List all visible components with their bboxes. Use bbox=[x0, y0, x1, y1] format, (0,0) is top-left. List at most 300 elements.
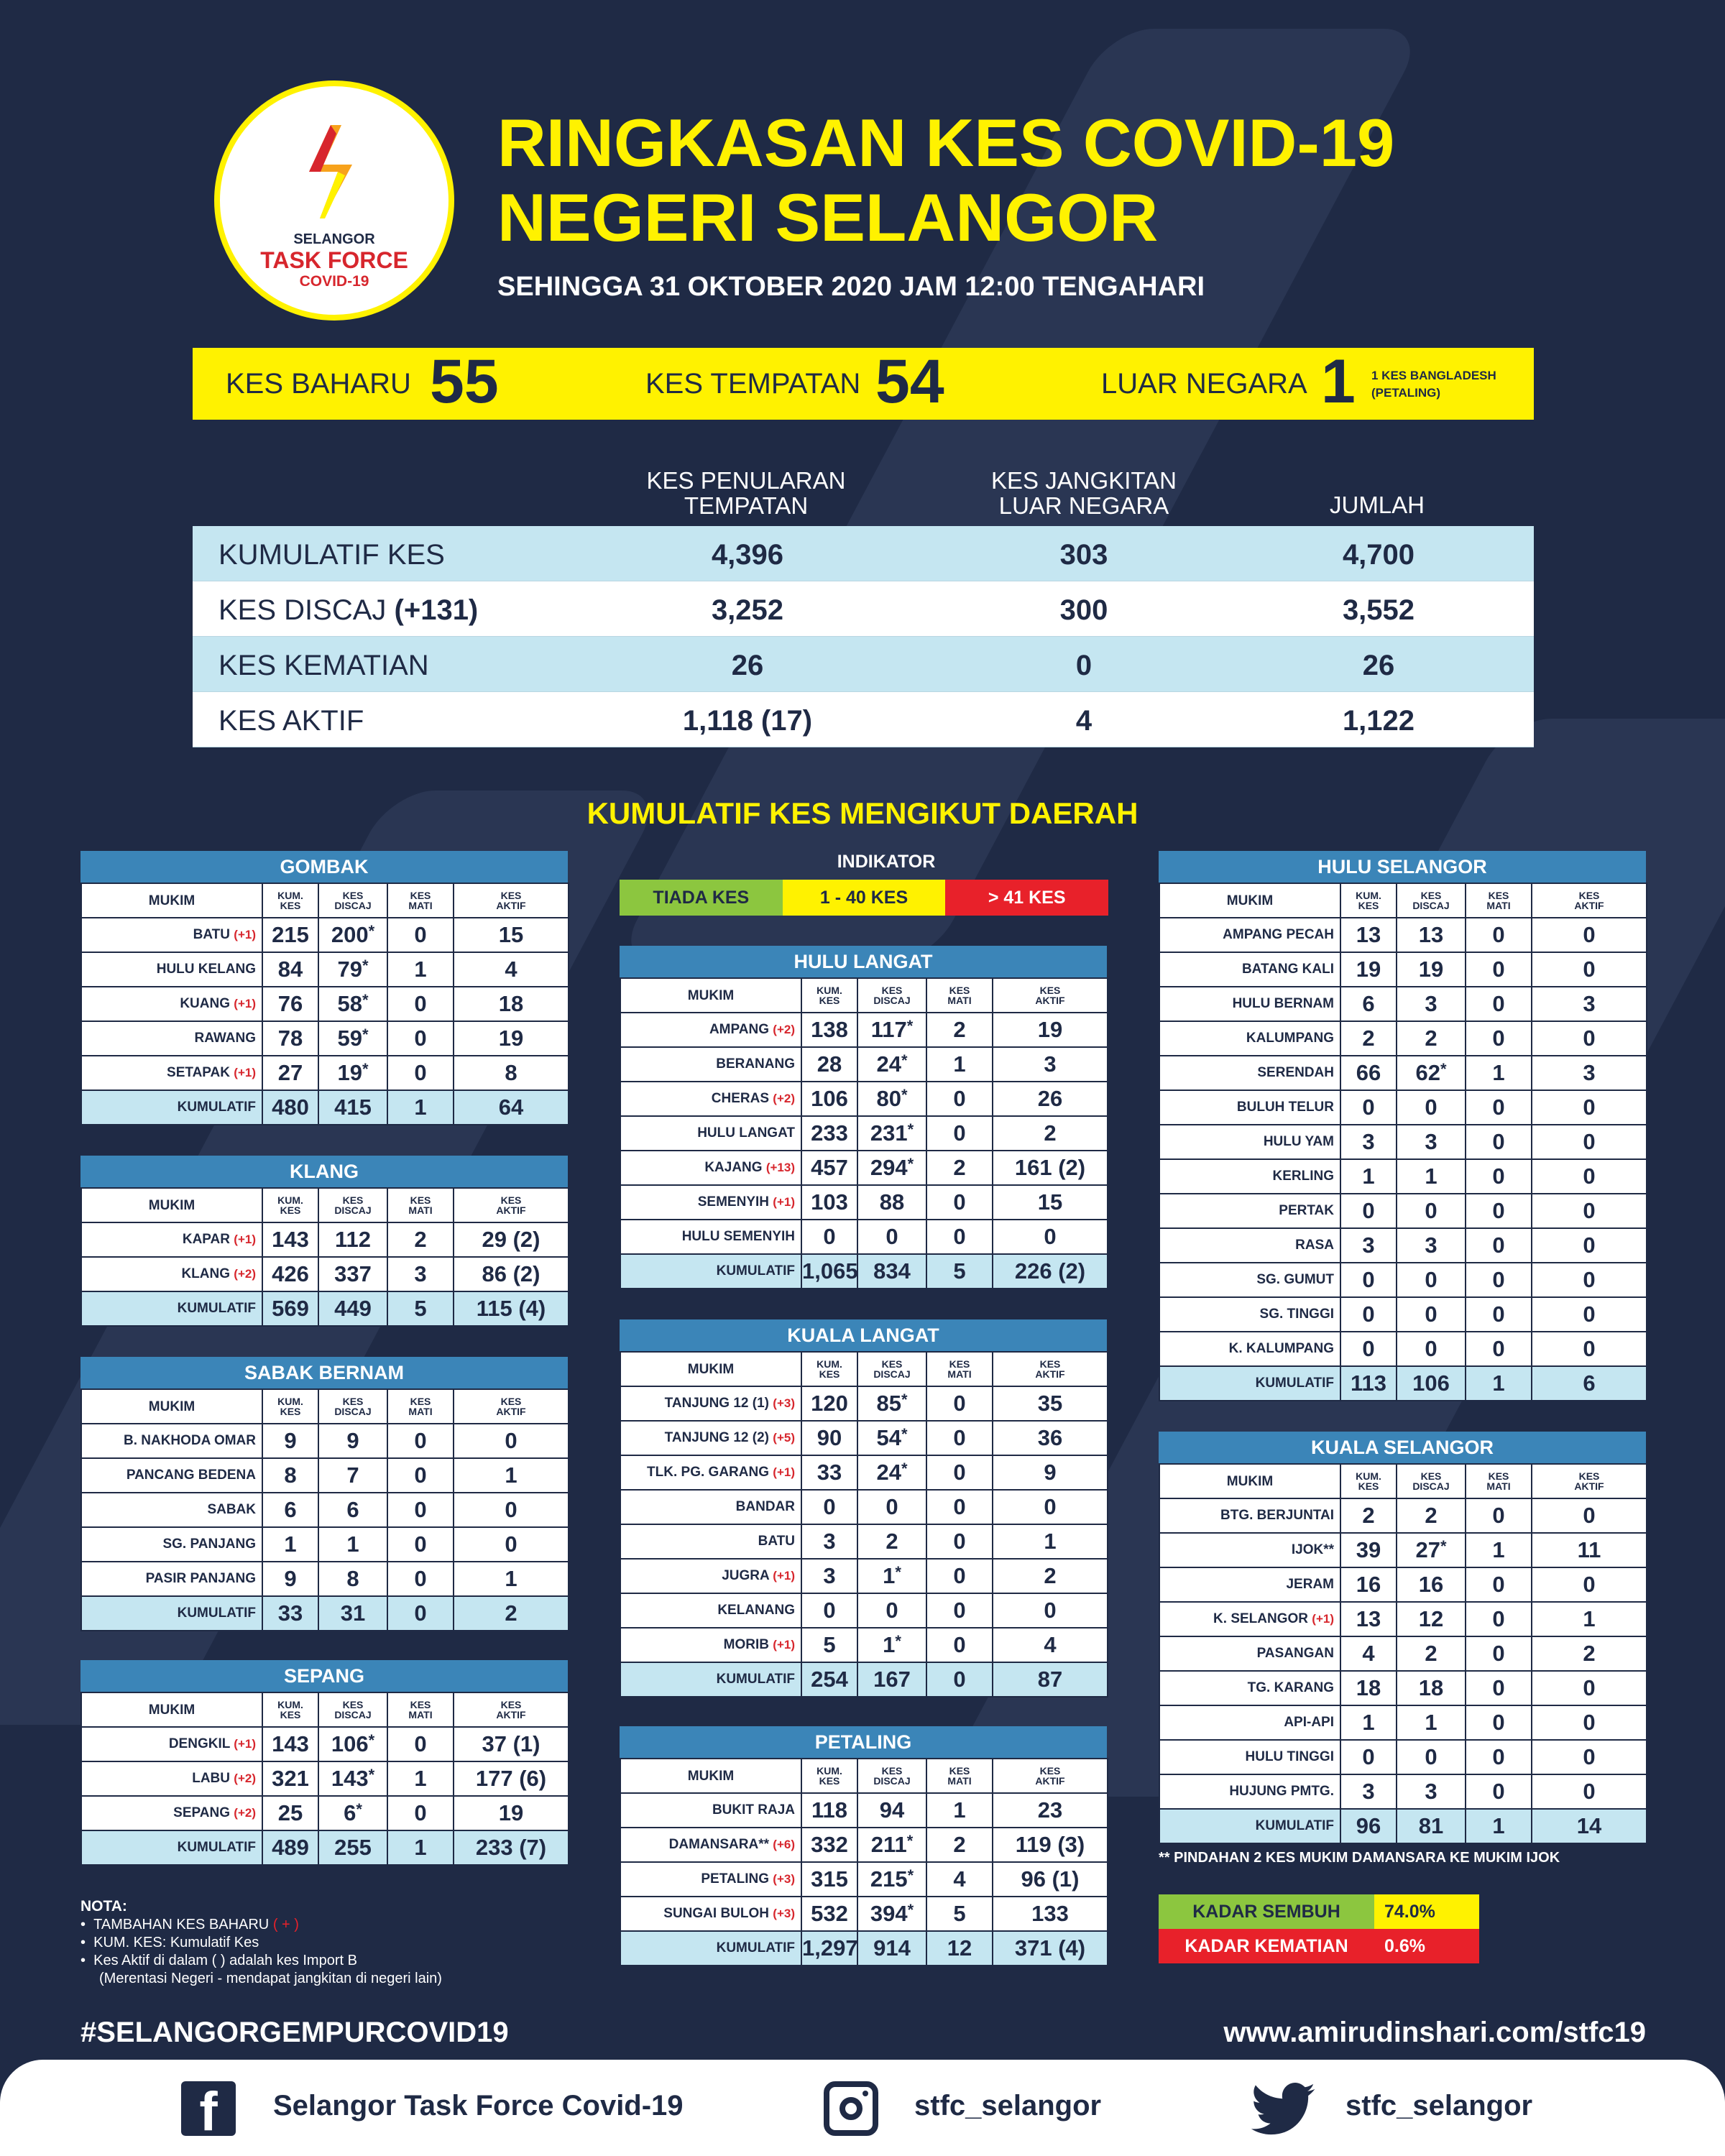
cell-value: 1 bbox=[414, 957, 427, 982]
cell-dis bbox=[318, 1056, 387, 1090]
cell-value: 0 bbox=[953, 1224, 966, 1249]
cell-kum bbox=[801, 1185, 857, 1220]
cell-mati bbox=[387, 1424, 454, 1458]
column-header-line: KES bbox=[949, 1765, 970, 1777]
table-row bbox=[1159, 1602, 1647, 1636]
cell-value: 19 bbox=[498, 1026, 524, 1051]
cell-dis bbox=[857, 1559, 926, 1593]
cell-kum bbox=[1340, 1194, 1397, 1228]
mukim-name bbox=[620, 1082, 801, 1116]
cell-dis bbox=[1397, 1533, 1466, 1567]
mukim-name bbox=[620, 1559, 801, 1593]
cell-kum bbox=[1340, 1740, 1397, 1774]
table-row bbox=[81, 1021, 569, 1056]
cell-dis bbox=[857, 1421, 926, 1455]
cell-akt bbox=[454, 987, 569, 1021]
table-row bbox=[620, 1793, 1108, 1828]
mukim-label: KELANANG bbox=[717, 1603, 795, 1618]
cell-akt bbox=[1532, 1194, 1647, 1228]
cell-value: 27 bbox=[277, 1060, 303, 1085]
cell-value: 337 bbox=[334, 1261, 372, 1286]
cell-kum bbox=[1340, 1774, 1397, 1809]
twitter-handle[interactable]: stfc_selangor bbox=[1346, 2090, 1533, 2122]
cell-value: 0 bbox=[1492, 1710, 1505, 1735]
cell-value: 569 bbox=[272, 1296, 309, 1321]
cell-dis bbox=[318, 1222, 387, 1257]
table-row bbox=[81, 1222, 569, 1257]
district-table-sepang bbox=[80, 1660, 568, 1866]
cell-value: 120 bbox=[811, 1391, 848, 1416]
summary-header-jumlah: JUMLAH bbox=[1329, 492, 1425, 518]
asterisk-mark: * bbox=[895, 1563, 901, 1581]
cell-dis bbox=[1397, 1671, 1466, 1705]
mukim-label: TLK. PG. GARANG bbox=[647, 1465, 769, 1480]
mukim-label: BUKIT RAJA bbox=[712, 1802, 795, 1818]
mukim-label: HULU TINGGI bbox=[1245, 1749, 1334, 1764]
cell-value: 85 bbox=[876, 1391, 901, 1416]
column-header-line: AKTIF bbox=[1574, 1480, 1604, 1492]
cell-value: 58 bbox=[337, 991, 362, 1016]
column-header-line: DISCAJ bbox=[873, 1368, 911, 1380]
column-header-line: KES bbox=[500, 1699, 522, 1710]
cell-akt bbox=[1532, 1636, 1647, 1671]
cell-kum bbox=[801, 1220, 857, 1254]
cell-mati bbox=[1466, 1740, 1532, 1774]
cell-value: 0 bbox=[414, 922, 427, 947]
cell-value: 0 bbox=[1044, 1224, 1057, 1249]
mukim-name bbox=[1159, 987, 1340, 1021]
summary-header-tempatan bbox=[602, 469, 890, 518]
summary-value: 26 bbox=[731, 650, 764, 681]
cell-akt bbox=[1532, 1498, 1647, 1533]
mukim-label: API-API bbox=[1284, 1715, 1334, 1730]
cell-mati bbox=[387, 918, 454, 952]
cell-value: 0 bbox=[1492, 1744, 1505, 1769]
luar-negara-label: LUAR NEGARA bbox=[1101, 368, 1307, 400]
cell-value: 0 bbox=[505, 1531, 518, 1557]
table-row bbox=[620, 1151, 1108, 1185]
column-header-line: DISCAJ bbox=[334, 1406, 372, 1417]
cell-value: 26 bbox=[1037, 1086, 1063, 1111]
cell-akt bbox=[993, 1862, 1108, 1897]
table-row bbox=[81, 1527, 569, 1562]
cell-value: 1 bbox=[1492, 1813, 1505, 1838]
mukim-name bbox=[1159, 1297, 1340, 1332]
cell-dis bbox=[857, 1455, 926, 1490]
table-row bbox=[620, 1047, 1108, 1082]
column-header-line: KUM. bbox=[277, 890, 303, 901]
cell-value: 1 bbox=[953, 1051, 966, 1077]
instagram-handle[interactable]: stfc_selangor bbox=[914, 2090, 1102, 2122]
cell-value: 1 bbox=[953, 1797, 966, 1823]
cell-kum bbox=[801, 1082, 857, 1116]
website-link[interactable]: www.amirudinshari.com/stfc19 bbox=[1223, 2017, 1646, 2048]
cell-dis bbox=[1397, 1159, 1466, 1194]
column-header-line: KES bbox=[1039, 1765, 1061, 1777]
cell-akt bbox=[993, 1524, 1108, 1559]
asterisk-mark: * bbox=[906, 1832, 914, 1850]
cell-mati bbox=[926, 1593, 993, 1628]
cell-value: 0 bbox=[1583, 1198, 1596, 1223]
cell-dis bbox=[857, 1628, 926, 1662]
column-header bbox=[801, 978, 857, 1013]
cell-kum bbox=[262, 1056, 318, 1090]
cell-value: 2 bbox=[1425, 1641, 1438, 1666]
increment-badge: (+2) bbox=[234, 1806, 256, 1820]
increment-badge: (+1) bbox=[773, 1569, 795, 1583]
cell-mati bbox=[926, 1897, 993, 1931]
mukim-label: SG. GUMUT bbox=[1256, 1272, 1334, 1287]
cell-value: 489 bbox=[272, 1835, 309, 1860]
table-row bbox=[620, 1220, 1108, 1254]
cell-akt bbox=[1532, 1090, 1647, 1125]
note-line-1-red: ( + ) bbox=[272, 1917, 299, 1933]
cell-value: 90 bbox=[816, 1425, 842, 1450]
table-row bbox=[81, 1458, 569, 1493]
cell-value: 2 bbox=[953, 1017, 966, 1042]
asterisk-mark: * bbox=[368, 922, 375, 940]
increment-badge: (+2) bbox=[234, 1772, 256, 1785]
increment-badge: (+3) bbox=[773, 1872, 795, 1886]
column-header-line: MATI bbox=[408, 1406, 433, 1417]
column-header-line: KUM. bbox=[277, 1699, 303, 1710]
cell-akt bbox=[454, 1727, 569, 1761]
column-header-line: KES bbox=[1578, 890, 1600, 901]
cell-mati bbox=[387, 1493, 454, 1527]
mukim-name bbox=[81, 987, 262, 1021]
cell-value: 0 bbox=[953, 1667, 966, 1692]
cell-akt bbox=[454, 1257, 569, 1291]
cell-dis bbox=[318, 987, 387, 1021]
column-header-line: KES bbox=[949, 985, 970, 996]
cell-kum bbox=[262, 1222, 318, 1257]
mukim-label: BATANG KALI bbox=[1241, 962, 1334, 977]
cell-value: 16 bbox=[1356, 1572, 1381, 1597]
mukim-label: PANCANG BEDENA bbox=[126, 1468, 256, 1483]
column-header-line: KES bbox=[1578, 1470, 1600, 1482]
column-header-line: MATI bbox=[408, 1709, 433, 1720]
district-title: HULU LANGAT bbox=[620, 946, 1107, 977]
cell-value: 914 bbox=[873, 1935, 911, 1961]
cell-value: 1,297 bbox=[802, 1935, 858, 1961]
cell-kum bbox=[262, 1796, 318, 1830]
mukim-label: HULU SEMENYIH bbox=[681, 1229, 795, 1244]
cell-mati bbox=[387, 1056, 454, 1090]
cell-akt bbox=[454, 1596, 569, 1631]
cell-mati bbox=[926, 1828, 993, 1862]
cell-value: 3 bbox=[1583, 991, 1596, 1016]
cell-kum bbox=[801, 1593, 857, 1628]
cell-value: 106 bbox=[811, 1086, 848, 1111]
cell-value: 332 bbox=[811, 1832, 848, 1857]
instagram-icon[interactable] bbox=[824, 2081, 878, 2136]
cell-kum bbox=[801, 1524, 857, 1559]
cell-value: 19 bbox=[1418, 957, 1444, 982]
mukim-label: KALUMPANG bbox=[1246, 1031, 1334, 1046]
column-header bbox=[387, 1389, 454, 1424]
cell-value: 86 (2) bbox=[482, 1261, 540, 1286]
twitter-icon[interactable] bbox=[1251, 2083, 1315, 2136]
mukim-name bbox=[1159, 1090, 1340, 1125]
cell-value: 0 bbox=[1583, 1026, 1596, 1051]
cell-value: 315 bbox=[811, 1866, 848, 1892]
summary-value: 4,700 bbox=[1342, 539, 1415, 571]
cell-mati bbox=[1466, 952, 1532, 987]
cell-value: 18 bbox=[498, 991, 524, 1016]
cell-kum bbox=[801, 1151, 857, 1185]
mukim-label: BATU bbox=[193, 927, 230, 942]
mukim-label: HULU LANGAT bbox=[697, 1125, 795, 1141]
cell-value: 133 bbox=[1031, 1901, 1069, 1926]
cell-value: 5 bbox=[953, 1258, 966, 1284]
summary-value: 26 bbox=[1362, 650, 1395, 681]
cell-value: 2 bbox=[886, 1529, 898, 1554]
column-header-line: KES bbox=[819, 1368, 840, 1380]
table-row bbox=[81, 1562, 569, 1596]
cell-akt bbox=[454, 1458, 569, 1493]
cell-mati bbox=[387, 1562, 454, 1596]
note-line-3-text: Kes Aktif di dalam ( ) adalah kes Import B bbox=[93, 1953, 357, 1969]
cell-value: 0 bbox=[1492, 1164, 1505, 1189]
column-header-line: KES bbox=[280, 1406, 301, 1417]
district-table-kualaselangor bbox=[1159, 1432, 1646, 1844]
table-row bbox=[1159, 1740, 1647, 1774]
cell-dis bbox=[318, 1021, 387, 1056]
facebook-icon[interactable]: f bbox=[181, 2081, 236, 2136]
table-row bbox=[81, 987, 569, 1021]
cell-value: 78 bbox=[277, 1026, 303, 1051]
summary-row-label: KUMULATIF KES bbox=[218, 539, 445, 571]
cell-dis bbox=[857, 1082, 926, 1116]
page-title-line2: NEGERI SELANGOR bbox=[497, 180, 1159, 255]
cell-mati bbox=[1466, 1671, 1532, 1705]
cell-akt bbox=[1532, 1366, 1647, 1401]
cell-value: 2 bbox=[505, 1600, 518, 1626]
asterisk-mark: * bbox=[907, 1155, 914, 1173]
mukim-label: LABU bbox=[192, 1771, 230, 1786]
cell-value: 0 bbox=[1044, 1494, 1057, 1519]
cell-akt bbox=[454, 1761, 569, 1796]
district-table-petaling bbox=[620, 1726, 1107, 1966]
mukim-label: AMPANG bbox=[709, 1022, 769, 1037]
column-header bbox=[1466, 1464, 1532, 1498]
cell-kum bbox=[1340, 1125, 1397, 1159]
cell-akt bbox=[993, 1151, 1108, 1185]
mukim-name bbox=[81, 918, 262, 952]
column-header-line: DISCAJ bbox=[873, 1775, 911, 1787]
mukim-label: BERANANG bbox=[716, 1056, 795, 1072]
district-title: GOMBAK bbox=[80, 851, 568, 883]
cell-value: 0 bbox=[414, 1462, 427, 1488]
cell-akt bbox=[1532, 1602, 1647, 1636]
total-row bbox=[1159, 1366, 1647, 1401]
column-header-line: KES bbox=[280, 1709, 301, 1720]
increment-badge: (+1) bbox=[234, 1233, 256, 1246]
cell-value: 16 bbox=[1418, 1572, 1444, 1597]
table-row bbox=[81, 1727, 569, 1761]
column-header-line: KES bbox=[280, 1204, 301, 1216]
cell-value: 13 bbox=[1356, 1606, 1381, 1631]
table-row bbox=[1159, 987, 1647, 1021]
cell-value: 3 bbox=[823, 1529, 836, 1554]
cell-mati bbox=[387, 1830, 454, 1865]
cell-dis bbox=[318, 1257, 387, 1291]
column-header bbox=[1532, 1464, 1647, 1498]
rate-box bbox=[1159, 1894, 1479, 1963]
cell-value: 0 bbox=[1492, 957, 1505, 982]
column-header bbox=[1397, 1464, 1466, 1498]
mukim-name bbox=[1159, 952, 1340, 987]
cell-dis bbox=[318, 1796, 387, 1830]
cell-value: 2 bbox=[1044, 1120, 1057, 1146]
cell-kum bbox=[801, 1116, 857, 1151]
increment-badge: (+1) bbox=[234, 928, 256, 941]
cell-value: 0 bbox=[1492, 1302, 1505, 1327]
table-row bbox=[620, 1593, 1108, 1628]
increment-badge: (+1) bbox=[234, 997, 256, 1010]
cell-akt bbox=[454, 1056, 569, 1090]
mukim-name bbox=[620, 1386, 801, 1421]
column-header-line: AKTIF bbox=[496, 1709, 526, 1720]
cell-mati bbox=[926, 1220, 993, 1254]
cell-dis bbox=[857, 1828, 926, 1862]
cell-value: 0 bbox=[953, 1460, 966, 1485]
cell-value: 0 bbox=[823, 1598, 836, 1623]
cell-mati bbox=[926, 1490, 993, 1524]
column-header bbox=[387, 883, 454, 918]
summary-value: 3,252 bbox=[711, 594, 784, 626]
column-header bbox=[1466, 883, 1532, 918]
summary-header-tempatan-l1: KES PENULARAN bbox=[646, 467, 846, 494]
cell-value: 35 bbox=[1037, 1391, 1063, 1416]
cell-mati bbox=[1466, 1774, 1532, 1809]
cell-value: 0 bbox=[886, 1224, 898, 1249]
cell-dis bbox=[318, 1527, 387, 1562]
kes-tempatan-label: KES TEMPATAN bbox=[645, 368, 861, 400]
note-line-4: (Merentasi Negeri - mendapat jangkitan di negeri lain) bbox=[99, 1971, 442, 1987]
luar-negara-value: 1 bbox=[1321, 347, 1356, 416]
total-row bbox=[81, 1291, 569, 1326]
cell-akt bbox=[1532, 1705, 1647, 1740]
cell-value: 19 bbox=[1037, 1017, 1063, 1042]
column-header bbox=[387, 1188, 454, 1222]
column-header-line: KES bbox=[342, 890, 364, 901]
mukim-name bbox=[620, 1185, 801, 1220]
column-header bbox=[926, 978, 993, 1013]
mukim-label: IJOK** bbox=[1291, 1542, 1334, 1557]
cell-value: 0 bbox=[1492, 1233, 1505, 1258]
cell-mati bbox=[1466, 987, 1532, 1021]
cell-akt bbox=[454, 1222, 569, 1257]
mukim-label: SABAK bbox=[207, 1502, 256, 1517]
mukim-name bbox=[620, 1421, 801, 1455]
mukim-label: AMPANG PECAH bbox=[1223, 927, 1334, 942]
column-header-line: KES bbox=[342, 1194, 364, 1206]
cell-akt bbox=[454, 1830, 569, 1865]
column-header-line: AKTIF bbox=[1035, 1368, 1065, 1380]
table-row bbox=[1159, 1533, 1647, 1567]
cell-kum bbox=[1340, 918, 1397, 952]
cell-kum bbox=[262, 1493, 318, 1527]
cell-dis bbox=[318, 1458, 387, 1493]
column-header-line: KES bbox=[1420, 890, 1442, 901]
cell-value: 138 bbox=[811, 1017, 848, 1042]
cell-mati bbox=[926, 1421, 993, 1455]
cell-value: 0 bbox=[953, 1494, 966, 1519]
mukim-name bbox=[81, 1458, 262, 1493]
cell-value: 0 bbox=[953, 1189, 966, 1215]
cell-dis bbox=[1397, 1332, 1466, 1366]
asterisk-mark: * bbox=[362, 1060, 369, 1078]
cell-mati bbox=[387, 1796, 454, 1830]
asterisk-mark: * bbox=[362, 1026, 369, 1044]
asterisk-mark: * bbox=[1440, 1537, 1447, 1555]
facebook-handle[interactable]: Selangor Task Force Covid-19 bbox=[273, 2090, 684, 2122]
cell-value: 426 bbox=[272, 1261, 309, 1286]
table-row bbox=[81, 952, 569, 987]
column-header-line: KES bbox=[1420, 1470, 1442, 1482]
cell-value: 33 bbox=[816, 1460, 842, 1485]
cell-akt bbox=[993, 1559, 1108, 1593]
cell-akt bbox=[454, 1796, 569, 1830]
cell-value: 161 (2) bbox=[1014, 1155, 1086, 1180]
cell-value: 415 bbox=[334, 1095, 372, 1120]
cell-value: 96 (1) bbox=[1021, 1866, 1080, 1892]
kes-baharu-label: KES BAHARU bbox=[226, 368, 411, 400]
cell-mati bbox=[387, 1090, 454, 1125]
asterisk-mark: * bbox=[368, 1731, 375, 1749]
column-header-line: KES bbox=[500, 1194, 522, 1206]
mukim-label: PETALING bbox=[701, 1871, 769, 1886]
column-header bbox=[857, 1352, 926, 1386]
cell-kum bbox=[262, 1424, 318, 1458]
cell-value: 19 bbox=[498, 1800, 524, 1825]
column-header-line: DISCAJ bbox=[873, 995, 911, 1006]
column-header-line: KUM. bbox=[1356, 1470, 1381, 1482]
mukim-label: SETAPAK bbox=[167, 1065, 230, 1080]
cell-value: 231 bbox=[870, 1120, 908, 1146]
cell-value: 0 bbox=[823, 1224, 836, 1249]
mukim-label: HUJUNG PMTG. bbox=[1229, 1784, 1334, 1799]
table-row bbox=[620, 1013, 1108, 1047]
column-header bbox=[262, 1692, 318, 1727]
mukim-label: KERLING bbox=[1272, 1169, 1334, 1184]
cell-value: 1 bbox=[505, 1462, 518, 1488]
cell-value: 1 bbox=[883, 1563, 896, 1588]
mukim-label: KUMULATIF bbox=[177, 1100, 256, 1115]
cell-akt bbox=[993, 1047, 1108, 1082]
cell-dis bbox=[1397, 1740, 1466, 1774]
cell-mati bbox=[1466, 1533, 1532, 1567]
increment-badge: (+6) bbox=[773, 1838, 795, 1851]
district-title: KLANG bbox=[80, 1156, 568, 1187]
mukim-name bbox=[620, 1013, 801, 1047]
district-title: SEPANG bbox=[80, 1660, 568, 1692]
total-row bbox=[81, 1830, 569, 1865]
table-row bbox=[1159, 1021, 1647, 1056]
cell-value: 0 bbox=[505, 1497, 518, 1522]
cell-value: 9 bbox=[1044, 1460, 1057, 1485]
column-header-line: KES bbox=[949, 1358, 970, 1370]
column-header bbox=[262, 883, 318, 918]
indicator-level: > 41 KES bbox=[945, 880, 1108, 916]
column-header-line: MATI bbox=[1486, 900, 1511, 911]
cell-kum bbox=[801, 1628, 857, 1662]
mukim-name bbox=[1159, 1774, 1340, 1809]
cell-akt bbox=[1532, 1056, 1647, 1090]
mukim-name bbox=[620, 1151, 801, 1185]
cell-dis bbox=[318, 1727, 387, 1761]
